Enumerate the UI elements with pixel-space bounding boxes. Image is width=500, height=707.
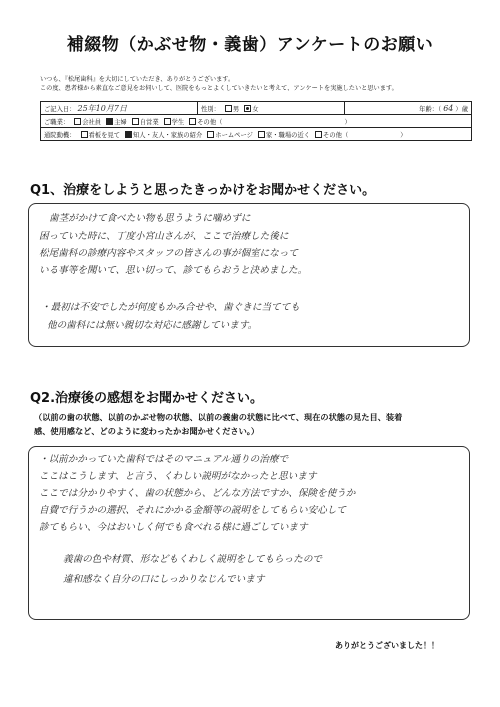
q1-answer-line: ・最初は不安でしたが何度もかみ合せや、歯ぐきに当てても [41, 302, 300, 313]
reason-checkbox-1[interactable] [81, 131, 88, 138]
age-cell [345, 102, 472, 115]
q2-answer-line: ここはこうします、と言う、くわしい説明がなかったと思います [39, 471, 317, 482]
date-value[interactable]: 25年10月7日 [77, 103, 127, 113]
age-label: 年齢：（ [419, 105, 442, 113]
female-label: 女 [252, 105, 259, 113]
job-checkbox-4[interactable] [164, 118, 171, 125]
job-end: ） [344, 118, 351, 126]
q2-answer-line: ここでは分かりやすく、歯の状態から、どんな方法ですか、保険を使うか [39, 488, 356, 499]
intro-line-1: いつも、『松尾歯科』を大切にしていただき、ありがとうございます。 [40, 76, 235, 83]
job-checkbox-5[interactable] [189, 118, 196, 125]
intro-text [40, 75, 470, 93]
reason-option-1: 看板を見て [88, 131, 120, 139]
q2-answer-line: 違和感なく自分の口にしっかりなじんでいます [63, 574, 265, 585]
job-option-4: 学生 [171, 118, 185, 126]
age-value[interactable]: 64 [443, 103, 454, 113]
job-cell [41, 115, 472, 128]
info-row-job [41, 115, 472, 128]
q1-answer-line: 歯茎がかけて食べたい物も思うように噛めずに [49, 213, 251, 224]
q1-answer-box[interactable] [28, 203, 470, 347]
reason-label: 通院動機： [44, 131, 76, 139]
gender-label: 性別： [201, 105, 220, 113]
job-option-3: 自営業 [139, 118, 159, 126]
patient-info-table [40, 101, 472, 141]
reason-option-5: その他（ [323, 131, 349, 139]
job-option-2: 主婦 [114, 118, 127, 126]
q1-answer-line: いる事等を聞いて、思い切って、診てもらおうと決めました。 [39, 265, 308, 276]
reason-option-4: 家・職場の近く [265, 131, 311, 139]
reason-cell [41, 128, 472, 141]
q2-answer-line: 義歯の色や材質、形などもくわしく説明をしてもらったので [63, 554, 323, 565]
q1-title: Q1、治療をしようと思ったきっかけをお聞かせください。 [30, 183, 376, 198]
intro-line-2: この度、患者様から素直なご意見をお伺いして、医院をもっとよくしていきたいと考えて、アンケートを実施したいと思います。 [40, 85, 398, 92]
q1-answer-line: 松尾歯科の診療内容やスタッフの皆さんの事が個室になって [39, 248, 299, 259]
date-cell [41, 102, 198, 115]
q1-answer-line: 困っていた時に、丁度小宮山さんが、ここで治療した後に [39, 231, 289, 242]
q2-subtitle-line-2: 感、使用感など、どのように変わったかお聞かせください。） [34, 426, 260, 436]
q2-title: Q2.治療後の感想をお聞かせください。 [30, 391, 264, 406]
job-label: ご職業： [44, 118, 70, 126]
reason-end: ） [400, 131, 407, 139]
info-row-reason [41, 128, 472, 141]
date-label: ご記入日： [44, 105, 76, 113]
job-checkbox-3[interactable] [132, 118, 139, 125]
info-row-date [41, 102, 472, 115]
q2-answer-line: 診てもらい、今はおいしく何でも食べれる様に過ごしています [39, 522, 308, 533]
reason-option-3: ホームページ [215, 131, 253, 139]
reason-checkbox-2[interactable] [125, 131, 132, 138]
reason-option-2: 知人・友人・家族の紹介 [133, 131, 203, 139]
reason-checkbox-3[interactable] [207, 131, 214, 138]
q2-answer-line: 自費で行うかの選択、それにかかる金額等の説明をしてもらい安心して [39, 505, 346, 516]
female-checkbox[interactable] [244, 105, 251, 112]
job-option-1: 会社員 [82, 118, 102, 126]
q2-answer-box[interactable] [28, 446, 470, 620]
q2-answer-line: ・以前かかっていた歯科ではそのマニュアル通りの治療で [39, 454, 289, 465]
job-option-5: その他（ [197, 118, 223, 126]
male-label: 男 [232, 105, 240, 113]
q1-answer-line: 他の歯科には無い親切な対応に感謝しています。 [47, 320, 258, 331]
reason-checkbox-4[interactable] [258, 131, 265, 138]
thanks-message: ありがとうございました！！ [335, 641, 439, 650]
male-checkbox[interactable] [225, 105, 232, 112]
gender-cell [198, 102, 345, 115]
page-title: 補綴物（かぶせ物・義歯）アンケートのお願い [66, 35, 434, 55]
job-checkbox-2[interactable] [106, 118, 113, 125]
reason-checkbox-5[interactable] [315, 131, 322, 138]
q2-subtitle-line-1: （以前の歯の状態、以前のかぶせ物の状態、以前の義歯の状態に比べて、現在の状態の見た目、装着 [34, 412, 403, 422]
age-suffix: ）歳 [455, 105, 468, 113]
job-checkbox-1[interactable] [74, 118, 81, 125]
q2-subtitle [34, 410, 470, 438]
